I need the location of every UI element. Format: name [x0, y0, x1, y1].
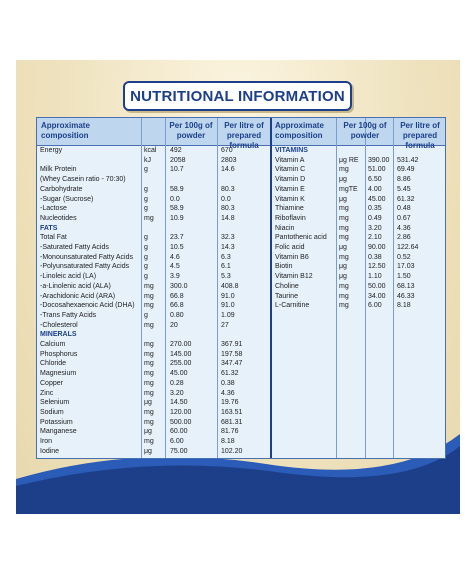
- cell-name: Vitamin A: [275, 156, 305, 164]
- cell-per100: 0.49: [368, 214, 382, 222]
- cell-per100: 4.6: [170, 253, 180, 261]
- cell-unit: mg: [339, 253, 349, 261]
- cell-unit: mg: [339, 214, 349, 222]
- cell-name: Vitamin B12: [275, 273, 313, 281]
- cell-unit: mg: [144, 370, 154, 378]
- cell-name: Vitamin C: [275, 166, 306, 174]
- cell-per100: 20: [170, 321, 178, 329]
- cell-unit: g: [144, 185, 148, 193]
- cell-per100: 390.00: [368, 156, 390, 164]
- table-row: [37, 437, 445, 447]
- cell-unit: g: [144, 263, 148, 271]
- cell-unit: g: [144, 253, 148, 261]
- cell-unit: mg: [144, 282, 154, 290]
- cell-perLitre: 27: [221, 321, 229, 329]
- cell-name: Niacin: [275, 224, 295, 232]
- cell-name: Copper: [40, 379, 63, 387]
- cell-per100: 58.9: [170, 185, 184, 193]
- table-row: [37, 214, 445, 224]
- cell-perLitre: 681.31: [221, 418, 243, 426]
- cell-per100: 0.35: [368, 205, 382, 213]
- cell-unit: mg: [144, 438, 154, 445]
- cell-unit: μg: [339, 176, 347, 184]
- cell-perLitre: 0.38: [221, 379, 235, 387]
- table-row: [37, 282, 445, 292]
- header-composition-left: Approximate composition: [41, 121, 90, 140]
- cell-name: MINERALS: [40, 331, 77, 339]
- table-row: [37, 204, 445, 214]
- cell-perLitre: 2803: [221, 156, 237, 164]
- cell-perLitre: 17.03: [397, 263, 415, 271]
- table-row: [37, 243, 445, 253]
- cell-name: L-Carnitine: [275, 302, 310, 310]
- cell-per100: 58.9: [170, 205, 184, 213]
- cell-unit: mg: [339, 224, 349, 232]
- cell-perLitre: 0.67: [397, 214, 411, 222]
- cell-name: -Trans Fatty Acids: [40, 311, 97, 319]
- cell-name: Zinc: [40, 389, 54, 397]
- cell-perLitre: 163.51: [221, 408, 243, 416]
- cell-perLitre: 347.47: [221, 360, 243, 368]
- header-per100-left: Per 100g of powder: [169, 121, 213, 140]
- cell-unit: mg: [144, 379, 154, 387]
- cell-name: -Arachidonic Acid (ARA): [40, 292, 116, 300]
- cell-per100: 4.5: [170, 263, 180, 271]
- cell-name: Vitamin K: [275, 195, 305, 203]
- cell-per100: 270.00: [170, 341, 192, 348]
- cell-perLitre: 0.0: [221, 195, 231, 203]
- cell-name: Iron: [40, 438, 53, 445]
- cell-unit: g: [144, 234, 148, 242]
- cell-perLitre: 46.33: [397, 292, 415, 300]
- cell-perLitre: 670: [221, 147, 233, 154]
- cell-per100: 0.0: [170, 195, 180, 203]
- cell-perLitre: 122.64: [397, 244, 419, 251]
- cell-unit: kcal: [144, 147, 157, 154]
- cell-name: FATS: [40, 224, 58, 232]
- cell-per100: 6.00: [368, 302, 382, 310]
- cell-unit: g: [144, 311, 148, 319]
- table-row: [37, 379, 445, 389]
- cell-unit: mgTE: [339, 185, 358, 193]
- cell-perLitre: 408.8: [221, 282, 239, 290]
- cell-unit: mg: [339, 282, 349, 290]
- cell-unit: mg: [144, 360, 154, 368]
- cell-unit: mg: [144, 214, 154, 222]
- cell-name: Nucleotides: [40, 214, 77, 222]
- cell-perLitre: 19.76: [221, 399, 239, 407]
- cell-per100: 145.00: [170, 350, 192, 358]
- cell-per100: 6.50: [368, 176, 382, 184]
- cell-unit: mg: [144, 292, 154, 300]
- cell-name: -Polyunsaturated Fatty Acids: [40, 263, 130, 271]
- cell-per100: 60.00: [170, 428, 188, 436]
- header-perlitre-right: Per litre of prepared formula: [400, 121, 440, 150]
- table-row: [37, 369, 445, 379]
- cell-per100: 492: [170, 147, 182, 154]
- cell-unit: μg: [144, 447, 152, 455]
- cell-name: Riboflavin: [275, 214, 306, 222]
- cell-name: Calcium: [40, 341, 66, 348]
- cell-perLitre: 81.76: [221, 428, 239, 436]
- table-row: [37, 175, 445, 185]
- cell-perLitre: 14.8: [221, 214, 235, 222]
- cell-name: -Sugar (Sucrose): [40, 195, 94, 203]
- cell-unit: mg: [144, 408, 154, 416]
- cell-unit: mg: [144, 341, 154, 348]
- cell-unit: mg: [144, 321, 154, 329]
- cell-per100: 66.8: [170, 302, 184, 310]
- header-per100-right: Per 100g of powder: [343, 121, 387, 140]
- table-row: [37, 389, 445, 399]
- table-row: [37, 311, 445, 321]
- cell-per100: 23.7: [170, 234, 184, 242]
- cell-unit: μg: [339, 273, 347, 281]
- cell-name: Thiamine: [275, 205, 304, 213]
- cell-per100: 10.7: [170, 166, 184, 174]
- cell-name: Folic acid: [275, 244, 305, 251]
- cell-per100: 90.00: [368, 244, 386, 251]
- cell-per100: 10.5: [170, 244, 184, 251]
- cell-perLitre: 1.50: [397, 273, 411, 281]
- cell-name: Choline: [275, 282, 299, 290]
- header-perlitre-left: Per litre of prepared formula: [224, 121, 264, 150]
- cell-unit: μg: [144, 399, 152, 407]
- cell-unit: mg: [144, 418, 154, 426]
- cell-unit: μg: [144, 428, 152, 436]
- cell-unit: g: [144, 205, 148, 213]
- table-row: [37, 262, 445, 272]
- cell-unit: kJ: [144, 156, 151, 164]
- cell-perLitre: 68.13: [397, 282, 415, 290]
- cell-name: Chloride: [40, 360, 67, 368]
- cell-perLitre: 61.32: [221, 370, 239, 378]
- cell-name: Total Fat: [40, 234, 67, 242]
- cell-perLitre: 531.42: [397, 156, 419, 164]
- cell-perLitre: 1.09: [221, 311, 235, 319]
- cell-unit: mg: [339, 166, 349, 174]
- cell-name: Potassium: [40, 418, 73, 426]
- cell-perLitre: 8.86: [397, 176, 411, 184]
- cell-perLitre: 5.45: [397, 185, 411, 193]
- cell-perLitre: 4.36: [397, 224, 411, 232]
- table-row: [37, 165, 445, 175]
- cell-name: Selenium: [40, 399, 70, 407]
- cell-per100: 50.00: [368, 282, 386, 290]
- cell-name: Phosphorus: [40, 350, 78, 358]
- table-row: [37, 427, 445, 437]
- cell-name: Milk Protein: [40, 166, 77, 174]
- cell-unit: g: [144, 166, 148, 174]
- cell-per100: 500.00: [170, 418, 192, 426]
- cell-name: Iodine: [40, 447, 60, 455]
- table-row: [37, 292, 445, 302]
- cell-per100: 6.00: [170, 438, 184, 445]
- cell-per100: 45.00: [368, 195, 386, 203]
- cell-per100: 3.9: [170, 273, 180, 281]
- cell-name: Vitamin B6: [275, 253, 309, 261]
- cell-unit: μg: [339, 195, 347, 203]
- cell-perLitre: 80.3: [221, 185, 235, 193]
- cell-perLitre: 367.91: [221, 341, 243, 348]
- cell-name: Manganese: [40, 428, 77, 436]
- table-row: [37, 398, 445, 408]
- cell-per100: 12.50: [368, 263, 386, 271]
- cell-name: Magnesium: [40, 370, 77, 378]
- cell-name: (Whey Casein ratio - 70:30): [40, 176, 126, 184]
- cell-unit: mg: [144, 302, 154, 310]
- cell-per100: 3.20: [368, 224, 382, 232]
- cell-perLitre: 4.36: [221, 389, 235, 397]
- cell-per100: 66.8: [170, 292, 184, 300]
- cell-perLitre: 91.0: [221, 292, 235, 300]
- section-heading: [37, 330, 445, 340]
- cell-name: Sodium: [40, 408, 64, 416]
- cell-name: Vitamin E: [275, 185, 305, 193]
- cell-per100: 120.00: [170, 408, 192, 416]
- table-row: [37, 185, 445, 195]
- cell-name: -Monounsaturated Fatty Acids: [40, 253, 133, 261]
- table-row: [37, 340, 445, 350]
- cell-unit: μg RE: [339, 156, 359, 164]
- cell-perLitre: 91.0: [221, 302, 235, 310]
- nutrition-panel: [16, 60, 460, 514]
- cell-name: Carbohydrate: [40, 185, 83, 193]
- cell-perLitre: 0.48: [397, 205, 411, 213]
- section-heading: [37, 146, 445, 156]
- table-row: [37, 233, 445, 243]
- table-row: [37, 447, 445, 457]
- cell-per100: 0.80: [170, 311, 184, 319]
- cell-unit: g: [144, 195, 148, 203]
- cell-name: -Lactose: [40, 205, 67, 213]
- cell-unit: μg: [339, 244, 347, 251]
- cell-per100: 34.00: [368, 292, 386, 300]
- cell-name: Taurine: [275, 292, 298, 300]
- cell-perLitre: 32.3: [221, 234, 235, 242]
- cell-name: -Docosahexaenoic Acid (DHA): [40, 302, 135, 310]
- cell-per100: 14.50: [170, 399, 188, 407]
- cell-perLitre: 5.3: [221, 273, 231, 281]
- cell-per100: 0.28: [170, 379, 184, 387]
- cell-unit: mg: [144, 389, 154, 397]
- nutrition-table: [36, 117, 446, 459]
- cell-name: Vitamin D: [275, 176, 306, 184]
- cell-perLitre: 8.18: [221, 438, 235, 445]
- cell-name: -Linoleic acid (LA): [40, 273, 97, 281]
- cell-unit: mg: [339, 205, 349, 213]
- cell-unit: g: [144, 244, 148, 251]
- cell-name: -a-Linolenic acid (ALA): [40, 282, 111, 290]
- cell-unit: mg: [144, 350, 154, 358]
- cell-per100: 2.10: [368, 234, 382, 242]
- cell-unit: g: [144, 273, 148, 281]
- table-row: [37, 408, 445, 418]
- cell-per100: 75.00: [170, 447, 188, 455]
- table-row: [37, 195, 445, 205]
- cell-perLitre: 14.3: [221, 244, 235, 251]
- cell-per100: 2058: [170, 156, 186, 164]
- cell-per100: 4.00: [368, 185, 382, 193]
- cell-per100: 51.00: [368, 166, 386, 174]
- cell-per100: 300.0: [170, 282, 188, 290]
- header-composition-right: Approximate composition: [275, 121, 324, 140]
- cell-per100: 0.38: [368, 253, 382, 261]
- cell-perLitre: 2.86: [397, 234, 411, 242]
- cell-unit: mg: [339, 292, 349, 300]
- cell-perLitre: 80.3: [221, 205, 235, 213]
- cell-perLitre: 102.20: [221, 447, 243, 455]
- cell-name: VITAMINS: [275, 147, 308, 154]
- table-row: [37, 418, 445, 428]
- table-row: [37, 272, 445, 282]
- cell-name: Energy: [40, 147, 63, 154]
- cell-perLitre: 61.32: [397, 195, 415, 203]
- cell-per100: 1.10: [368, 273, 382, 281]
- cell-unit: mg: [339, 302, 349, 310]
- cell-per100: 45.00: [170, 370, 188, 378]
- cell-unit: mg: [339, 234, 349, 242]
- table-row: [37, 359, 445, 369]
- cell-name: Biotin: [275, 263, 293, 271]
- cell-perLitre: 69.49: [397, 166, 415, 174]
- cell-perLitre: 6.3: [221, 253, 231, 261]
- cell-perLitre: 6.1: [221, 263, 231, 271]
- cell-per100: 10.9: [170, 214, 184, 222]
- table-row: [37, 350, 445, 360]
- cell-perLitre: 14.6: [221, 166, 235, 174]
- cell-perLitre: 8.18: [397, 302, 411, 310]
- table-row: [37, 321, 445, 331]
- cell-perLitre: 0.52: [397, 253, 411, 261]
- table-row: [37, 156, 445, 166]
- cell-name: Pantothenic acid: [275, 234, 327, 242]
- page-title: NUTRITIONAL INFORMATION: [123, 81, 352, 111]
- table-row: [37, 301, 445, 311]
- cell-unit: μg: [339, 263, 347, 271]
- cell-per100: 255.00: [170, 360, 192, 368]
- cell-name: -Cholesterol: [40, 321, 78, 329]
- table-row: [37, 253, 445, 263]
- table-row: [37, 224, 445, 234]
- cell-name: -Saturated Fatty Acids: [40, 244, 109, 251]
- cell-perLitre: 197.58: [221, 350, 243, 358]
- cell-per100: 3.20: [170, 389, 184, 397]
